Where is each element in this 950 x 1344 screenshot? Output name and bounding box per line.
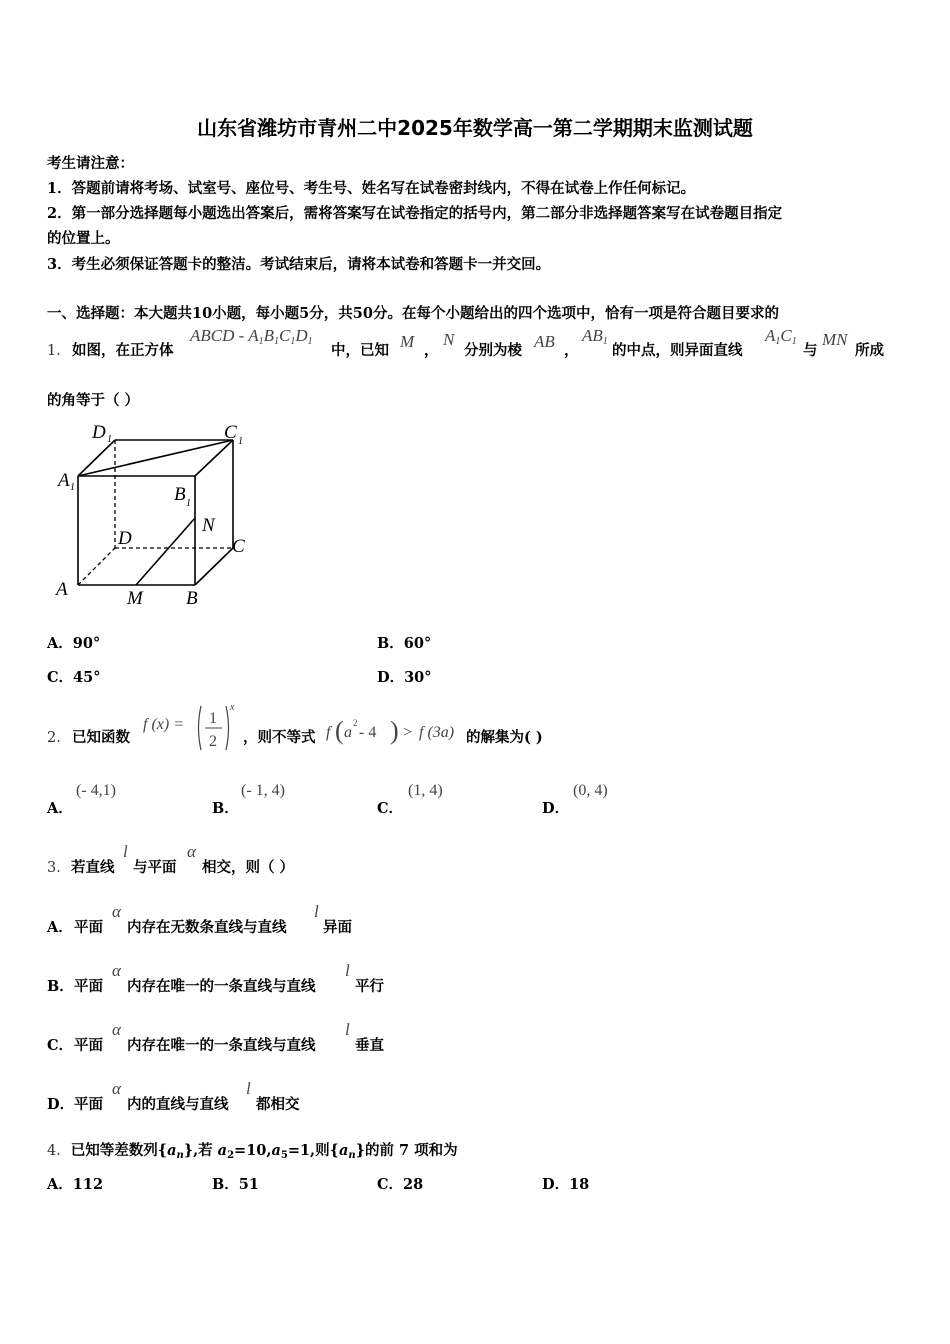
option-d[interactable]: D．30° — [377, 669, 432, 686]
label-M: M — [127, 588, 143, 609]
option-a[interactable]: A． (- 4,1) — [47, 782, 116, 817]
notice-heading: 考生请注意： — [47, 155, 134, 172]
option-c[interactable]: C．45° — [47, 669, 101, 686]
label-D: D — [118, 528, 132, 549]
option-c[interactable]: C． (1, 4) — [377, 782, 443, 817]
section-heading: 一、选择题：本大题共10小题，每小题5分，共50分。在每个小题给出的四个选项中，恰有一项是符合题目要求的 — [47, 305, 779, 322]
notice-item: 的位置上。 — [47, 230, 120, 247]
svg-text:1: 1 — [107, 434, 112, 445]
option-b[interactable]: B． 平面 α 内存在唯一的一条直线与直线 l 平行 — [47, 961, 384, 995]
question-number: 1． — [47, 343, 71, 359]
cube-name: ABCD - $A_1B_1C_1D_1$ — [190, 326, 313, 347]
label-A1: A — [58, 470, 70, 491]
svg-text:1: 1 — [209, 710, 217, 727]
option-c[interactable]: C． 平面 α 内存在唯一的一条直线与直线 l 垂直 — [47, 1020, 384, 1054]
option-b[interactable]: B．51 — [212, 1176, 259, 1193]
label-C: C — [232, 536, 245, 557]
question-2-line: 2． 已知函数 f (x) = 1 2 x ，则不等式 f ( a 2 - 4 ) > f (3a) 的解集为( ) — [47, 702, 607, 758]
option-b[interactable]: B．60° — [377, 635, 432, 652]
svg-text:1: 1 — [70, 482, 75, 493]
notice-item: 3．考生必须保证答题卡的整洁。考试结束后，请将本试卷和答题卡一并交回。 — [47, 256, 551, 273]
question-4-line: 4．已知等差数列$\{a_n\}$,若 $a_2=10,a_5=1$,则$\{a_n\}$的前 7 项和为 — [47, 1142, 458, 1161]
label-B1: B — [174, 484, 186, 505]
option-d[interactable]: D．18 — [542, 1176, 590, 1193]
option-d[interactable]: D． 平面 α 内的直线与直线 l 都相交 — [47, 1079, 300, 1113]
svg-text:2: 2 — [209, 733, 217, 750]
option-a[interactable]: A．90° — [47, 635, 101, 652]
label-C1: C — [224, 422, 237, 443]
label-A: A — [56, 579, 68, 600]
option-c[interactable]: C．28 — [377, 1176, 424, 1193]
svg-text:x: x — [230, 702, 235, 713]
svg-text:1: 1 — [238, 436, 243, 447]
notice-item: 1．答题前请将考场、试室号、座位号、考生号、姓名写在试卷密封线内，不得在试卷上作任何标记。 — [47, 180, 696, 197]
option-a[interactable]: A．112 — [47, 1176, 104, 1193]
cube-figure — [50, 418, 260, 613]
option-b[interactable]: B． (- 1, 4) — [212, 782, 285, 817]
question-3-line: 3． 若直线 l 与平面 α 相交，则（ ） — [47, 842, 295, 876]
label-D1: D — [92, 422, 106, 443]
option-a[interactable]: A． 平面 α 内存在无数条直线与直线 l 异面 — [47, 902, 352, 936]
fraction-one-half — [195, 702, 239, 754]
notice-item: 2．第一部分选择题每小题选出答案后，需将答案写在试卷指定的括号内，第二部分非选择题答案写在试卷题目指定 — [47, 205, 783, 222]
label-N: N — [202, 515, 215, 536]
label-B: B — [186, 588, 198, 609]
page-title: 山东省潍坊市青州二中2025年数学高一第二学期期末监测试题 — [197, 116, 753, 140]
option-d[interactable]: D． (0, 4) — [542, 782, 608, 817]
svg-text:1: 1 — [186, 498, 191, 509]
